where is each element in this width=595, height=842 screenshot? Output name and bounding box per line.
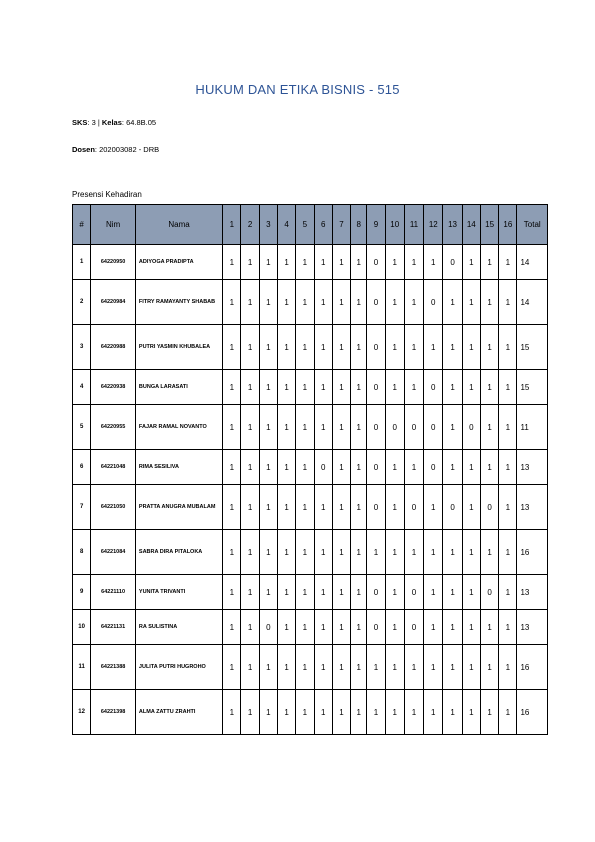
attendance-mark: 1 xyxy=(296,405,314,450)
attendance-mark: 1 xyxy=(332,610,350,645)
attendance-mark: 1 xyxy=(424,485,443,530)
attendance-mark: 0 xyxy=(424,280,443,325)
student-nim: 64221050 xyxy=(91,485,136,530)
student-name: ALMA ZATTU ZRAHTI xyxy=(135,690,222,735)
attendance-mark: 1 xyxy=(259,405,277,450)
attendance-mark: 1 xyxy=(278,610,296,645)
attendance-mark: 1 xyxy=(278,370,296,405)
attendance-mark: 1 xyxy=(296,370,314,405)
student-name: BUNGA LARASATI xyxy=(135,370,222,405)
attendance-mark: 1 xyxy=(424,645,443,690)
attendance-total: 16 xyxy=(517,645,548,690)
page-title: HUKUM DAN ETIKA BISNIS - 515 xyxy=(195,82,400,97)
attendance-mark: 1 xyxy=(223,325,241,370)
attendance-mark: 1 xyxy=(499,370,517,405)
attendance-mark: 1 xyxy=(223,690,241,735)
attendance-mark: 1 xyxy=(367,645,385,690)
attendance-mark: 1 xyxy=(462,575,480,610)
attendance-mark: 1 xyxy=(499,575,517,610)
row-number: 8 xyxy=(73,530,91,575)
attendance-mark: 0 xyxy=(367,325,385,370)
attendance-mark: 1 xyxy=(480,645,498,690)
attendance-mark: 1 xyxy=(278,450,296,485)
student-name: YUNITA TRIVANTI xyxy=(135,575,222,610)
attendance-mark: 1 xyxy=(385,485,404,530)
attendance-total: 14 xyxy=(517,245,548,280)
column-header: 11 xyxy=(404,205,423,245)
sks-label: SKS xyxy=(72,118,88,127)
column-header: 4 xyxy=(278,205,296,245)
attendance-mark: 1 xyxy=(480,370,498,405)
attendance-mark: 1 xyxy=(241,325,259,370)
dosen-value: : 202003082 - DRB xyxy=(94,145,160,154)
attendance-mark: 1 xyxy=(404,645,423,690)
attendance-mark: 1 xyxy=(351,245,367,280)
attendance-mark: 1 xyxy=(332,280,350,325)
student-nim: 64221131 xyxy=(91,610,136,645)
attendance-mark: 1 xyxy=(462,280,480,325)
attendance-mark: 1 xyxy=(278,405,296,450)
attendance-mark: 1 xyxy=(462,530,480,575)
attendance-mark: 1 xyxy=(443,325,462,370)
attendance-mark: 0 xyxy=(443,245,462,280)
attendance-mark: 1 xyxy=(259,575,277,610)
student-name: RIMA SESILIVA xyxy=(135,450,222,485)
attendance-mark: 1 xyxy=(278,485,296,530)
table-header-row xyxy=(73,205,548,245)
attendance-mark: 1 xyxy=(278,280,296,325)
attendance-mark: 1 xyxy=(332,325,350,370)
attendance-mark: 0 xyxy=(443,485,462,530)
row-number: 10 xyxy=(73,610,91,645)
attendance-mark: 1 xyxy=(443,610,462,645)
attendance-mark: 1 xyxy=(223,645,241,690)
attendance-mark: 1 xyxy=(314,690,332,735)
column-header: 14 xyxy=(462,205,480,245)
attendance-mark: 1 xyxy=(296,690,314,735)
attendance-mark: 1 xyxy=(278,645,296,690)
kelas-label: Kelas xyxy=(101,118,122,127)
attendance-mark: 1 xyxy=(462,690,480,735)
attendance-mark: 0 xyxy=(404,610,423,645)
attendance-mark: 1 xyxy=(462,370,480,405)
attendance-mark: 1 xyxy=(462,610,480,645)
attendance-mark: 1 xyxy=(223,450,241,485)
attendance-mark: 1 xyxy=(259,325,277,370)
attendance-mark: 1 xyxy=(462,245,480,280)
attendance-mark: 0 xyxy=(314,450,332,485)
attendance-mark: 1 xyxy=(241,245,259,280)
table-row xyxy=(73,245,548,280)
student-name: FITRY RAMAYANTY SHABAB xyxy=(135,280,222,325)
attendance-mark: 1 xyxy=(241,280,259,325)
attendance-mark: 1 xyxy=(223,485,241,530)
column-header: 10 xyxy=(385,205,404,245)
column-header: Nim xyxy=(91,205,136,245)
attendance-mark: 1 xyxy=(314,485,332,530)
attendance-mark: 1 xyxy=(314,280,332,325)
attendance-mark: 1 xyxy=(443,280,462,325)
attendance-mark: 1 xyxy=(385,245,404,280)
attendance-mark: 1 xyxy=(404,690,423,735)
attendance-total: 15 xyxy=(517,370,548,405)
attendance-mark: 1 xyxy=(404,280,423,325)
attendance-mark: 1 xyxy=(404,325,423,370)
attendance-mark: 1 xyxy=(351,690,367,735)
attendance-mark: 1 xyxy=(351,610,367,645)
student-name: ADIYOGA PRADIPTA xyxy=(135,245,222,280)
attendance-mark: 1 xyxy=(424,325,443,370)
attendance-mark: 1 xyxy=(278,530,296,575)
table-row xyxy=(73,690,548,735)
attendance-mark: 1 xyxy=(314,645,332,690)
attendance-mark: 1 xyxy=(296,280,314,325)
student-nim: 64221398 xyxy=(91,690,136,735)
column-header: 2 xyxy=(241,205,259,245)
attendance-mark: 1 xyxy=(278,575,296,610)
column-header: 3 xyxy=(259,205,277,245)
column-header: Nama xyxy=(135,205,222,245)
attendance-mark: 0 xyxy=(424,450,443,485)
attendance-mark: 1 xyxy=(351,325,367,370)
attendance-mark: 1 xyxy=(223,245,241,280)
table-row xyxy=(73,280,548,325)
attendance-mark: 0 xyxy=(367,280,385,325)
attendance-mark: 1 xyxy=(296,245,314,280)
attendance-mark: 1 xyxy=(241,690,259,735)
attendance-mark: 1 xyxy=(332,245,350,280)
attendance-mark: 0 xyxy=(367,450,385,485)
attendance-mark: 1 xyxy=(499,450,517,485)
row-number: 3 xyxy=(73,325,91,370)
row-number: 1 xyxy=(73,245,91,280)
attendance-mark: 1 xyxy=(480,325,498,370)
attendance-mark: 1 xyxy=(351,370,367,405)
table-row xyxy=(73,450,548,485)
attendance-mark: 1 xyxy=(314,575,332,610)
attendance-mark: 1 xyxy=(480,405,498,450)
attendance-mark: 1 xyxy=(480,530,498,575)
attendance-mark: 1 xyxy=(462,485,480,530)
student-nim: 64221110 xyxy=(91,575,136,610)
attendance-mark: 1 xyxy=(223,370,241,405)
attendance-mark: 1 xyxy=(404,245,423,280)
row-number: 11 xyxy=(73,645,91,690)
attendance-mark: 1 xyxy=(278,325,296,370)
attendance-caption: Presensi Kehadiran xyxy=(72,190,142,199)
attendance-mark: 1 xyxy=(480,690,498,735)
column-header: 5 xyxy=(296,205,314,245)
attendance-mark: 1 xyxy=(241,485,259,530)
column-header: Total xyxy=(517,205,548,245)
attendance-mark: 0 xyxy=(367,610,385,645)
attendance-mark: 1 xyxy=(385,690,404,735)
attendance-mark: 1 xyxy=(351,645,367,690)
attendance-mark: 1 xyxy=(314,530,332,575)
attendance-mark: 1 xyxy=(385,325,404,370)
attendance-mark: 1 xyxy=(332,645,350,690)
attendance-mark: 1 xyxy=(385,370,404,405)
attendance-total: 14 xyxy=(517,280,548,325)
attendance-mark: 0 xyxy=(367,370,385,405)
attendance-mark: 1 xyxy=(332,450,350,485)
attendance-mark: 1 xyxy=(332,530,350,575)
attendance-mark: 1 xyxy=(462,645,480,690)
table-row xyxy=(73,645,548,690)
attendance-mark: 1 xyxy=(499,645,517,690)
dosen-label: Dosen xyxy=(72,145,95,154)
attendance-mark: 1 xyxy=(462,325,480,370)
attendance-mark: 1 xyxy=(424,575,443,610)
student-name: FAJAR RAMAL NOVANTO xyxy=(135,405,222,450)
row-number: 9 xyxy=(73,575,91,610)
attendance-mark: 0 xyxy=(367,575,385,610)
table-row xyxy=(73,485,548,530)
attendance-mark: 1 xyxy=(314,610,332,645)
attendance-mark: 1 xyxy=(424,610,443,645)
student-name: SABRA DIRA PITALOKA xyxy=(135,530,222,575)
column-header: 13 xyxy=(443,205,462,245)
table-row xyxy=(73,610,548,645)
attendance-total: 16 xyxy=(517,690,548,735)
attendance-mark: 1 xyxy=(385,280,404,325)
attendance-mark: 1 xyxy=(351,485,367,530)
attendance-mark: 0 xyxy=(259,610,277,645)
column-header: 16 xyxy=(499,205,517,245)
attendance-mark: 0 xyxy=(367,245,385,280)
attendance-total: 13 xyxy=(517,485,548,530)
column-header: 9 xyxy=(367,205,385,245)
attendance-mark: 1 xyxy=(499,485,517,530)
column-header: 6 xyxy=(314,205,332,245)
attendance-mark: 1 xyxy=(499,610,517,645)
attendance-mark: 1 xyxy=(241,610,259,645)
attendance-mark: 1 xyxy=(367,530,385,575)
attendance-mark: 1 xyxy=(296,450,314,485)
attendance-mark: 1 xyxy=(443,530,462,575)
attendance-mark: 0 xyxy=(480,575,498,610)
student-name: PUTRI YASMIN KHUBALEA xyxy=(135,325,222,370)
attendance-mark: 1 xyxy=(499,690,517,735)
column-header: 8 xyxy=(351,205,367,245)
attendance-mark: 0 xyxy=(367,405,385,450)
attendance-mark: 1 xyxy=(424,245,443,280)
column-header: 12 xyxy=(424,205,443,245)
student-nim: 64220938 xyxy=(91,370,136,405)
attendance-mark: 1 xyxy=(499,245,517,280)
attendance-mark: 1 xyxy=(404,530,423,575)
attendance-total: 13 xyxy=(517,450,548,485)
attendance-mark: 1 xyxy=(314,405,332,450)
student-nim: 64221084 xyxy=(91,530,136,575)
attendance-mark: 0 xyxy=(424,370,443,405)
table-row xyxy=(73,575,548,610)
attendance-total: 11 xyxy=(517,405,548,450)
attendance-mark: 1 xyxy=(499,280,517,325)
attendance-total: 13 xyxy=(517,575,548,610)
attendance-mark: 1 xyxy=(480,280,498,325)
column-header: 1 xyxy=(223,205,241,245)
attendance-mark: 1 xyxy=(259,245,277,280)
attendance-mark: 1 xyxy=(296,485,314,530)
attendance-mark: 0 xyxy=(404,485,423,530)
attendance-mark: 1 xyxy=(296,325,314,370)
attendance-mark: 1 xyxy=(314,245,332,280)
attendance-mark: 1 xyxy=(259,370,277,405)
attendance-mark: 1 xyxy=(385,645,404,690)
column-header: # xyxy=(73,205,91,245)
attendance-mark: 0 xyxy=(480,485,498,530)
course-info-line xyxy=(72,118,156,127)
attendance-mark: 1 xyxy=(499,325,517,370)
attendance-mark: 1 xyxy=(296,530,314,575)
attendance-mark: 0 xyxy=(404,405,423,450)
attendance-mark: 0 xyxy=(367,485,385,530)
attendance-mark: 1 xyxy=(296,575,314,610)
attendance-mark: 0 xyxy=(462,405,480,450)
attendance-mark: 1 xyxy=(259,450,277,485)
attendance-mark: 1 xyxy=(424,690,443,735)
attendance-mark: 0 xyxy=(385,405,404,450)
row-number: 2 xyxy=(73,280,91,325)
attendance-mark: 1 xyxy=(278,690,296,735)
attendance-mark: 1 xyxy=(241,370,259,405)
attendance-mark: 1 xyxy=(223,280,241,325)
lecturer-info-line xyxy=(72,145,159,154)
attendance-mark: 1 xyxy=(351,450,367,485)
attendance-mark: 1 xyxy=(259,530,277,575)
row-number: 7 xyxy=(73,485,91,530)
attendance-mark: 1 xyxy=(241,575,259,610)
attendance-mark: 1 xyxy=(462,450,480,485)
table-row xyxy=(73,370,548,405)
attendance-mark: 1 xyxy=(296,610,314,645)
attendance-mark: 1 xyxy=(332,405,350,450)
table-row xyxy=(73,405,548,450)
student-nim: 64220988 xyxy=(91,325,136,370)
column-header: 15 xyxy=(480,205,498,245)
attendance-mark: 1 xyxy=(223,530,241,575)
student-nim: 64220950 xyxy=(91,245,136,280)
attendance-mark: 1 xyxy=(259,690,277,735)
attendance-mark: 1 xyxy=(367,690,385,735)
table-row xyxy=(73,530,548,575)
attendance-mark: 1 xyxy=(443,370,462,405)
attendance-mark: 1 xyxy=(443,690,462,735)
row-number: 6 xyxy=(73,450,91,485)
attendance-mark: 1 xyxy=(296,645,314,690)
attendance-mark: 1 xyxy=(259,280,277,325)
attendance-mark: 1 xyxy=(241,645,259,690)
attendance-table xyxy=(72,204,548,735)
attendance-mark: 1 xyxy=(424,530,443,575)
student-nim: 64220984 xyxy=(91,280,136,325)
attendance-mark: 1 xyxy=(480,450,498,485)
attendance-mark: 1 xyxy=(443,575,462,610)
attendance-mark: 1 xyxy=(241,530,259,575)
attendance-mark: 1 xyxy=(385,530,404,575)
attendance-mark: 0 xyxy=(424,405,443,450)
student-name: PRATTA ANUGRA MUBALAM xyxy=(135,485,222,530)
student-name: JULITA PUTRI HUGROHO xyxy=(135,645,222,690)
attendance-mark: 0 xyxy=(404,575,423,610)
attendance-mark: 1 xyxy=(443,450,462,485)
attendance-total: 13 xyxy=(517,610,548,645)
attendance-mark: 1 xyxy=(314,370,332,405)
attendance-mark: 1 xyxy=(404,450,423,485)
column-header: 7 xyxy=(332,205,350,245)
attendance-mark: 1 xyxy=(351,575,367,610)
attendance-mark: 1 xyxy=(259,485,277,530)
attendance-mark: 1 xyxy=(241,450,259,485)
attendance-mark: 1 xyxy=(314,325,332,370)
attendance-mark: 1 xyxy=(385,575,404,610)
attendance-mark: 1 xyxy=(351,530,367,575)
attendance-mark: 1 xyxy=(499,405,517,450)
attendance-mark: 1 xyxy=(385,610,404,645)
row-number: 12 xyxy=(73,690,91,735)
attendance-mark: 1 xyxy=(223,575,241,610)
attendance-mark: 1 xyxy=(332,690,350,735)
attendance-mark: 1 xyxy=(385,450,404,485)
kelas-value: : 64.8B.05 xyxy=(121,118,157,127)
sks-value: : 3 | xyxy=(87,118,100,127)
attendance-mark: 1 xyxy=(351,405,367,450)
attendance-total: 16 xyxy=(517,530,548,575)
attendance-mark: 1 xyxy=(443,405,462,450)
attendance-mark: 1 xyxy=(278,245,296,280)
attendance-mark: 1 xyxy=(404,370,423,405)
attendance-mark: 1 xyxy=(443,645,462,690)
attendance-mark: 1 xyxy=(480,610,498,645)
student-nim: 64221048 xyxy=(91,450,136,485)
row-number: 4 xyxy=(73,370,91,405)
student-nim: 64221388 xyxy=(91,645,136,690)
attendance-mark: 1 xyxy=(332,575,350,610)
attendance-mark: 1 xyxy=(499,530,517,575)
attendance-total: 15 xyxy=(517,325,548,370)
attendance-mark: 1 xyxy=(241,405,259,450)
attendance-mark: 1 xyxy=(480,245,498,280)
row-number: 5 xyxy=(73,405,91,450)
attendance-mark: 1 xyxy=(332,370,350,405)
attendance-mark: 1 xyxy=(351,280,367,325)
student-name: RA SULISTINA xyxy=(135,610,222,645)
student-nim: 64220955 xyxy=(91,405,136,450)
attendance-mark: 1 xyxy=(259,645,277,690)
attendance-mark: 1 xyxy=(223,610,241,645)
attendance-mark: 1 xyxy=(332,485,350,530)
table-row xyxy=(73,325,548,370)
attendance-mark: 1 xyxy=(223,405,241,450)
